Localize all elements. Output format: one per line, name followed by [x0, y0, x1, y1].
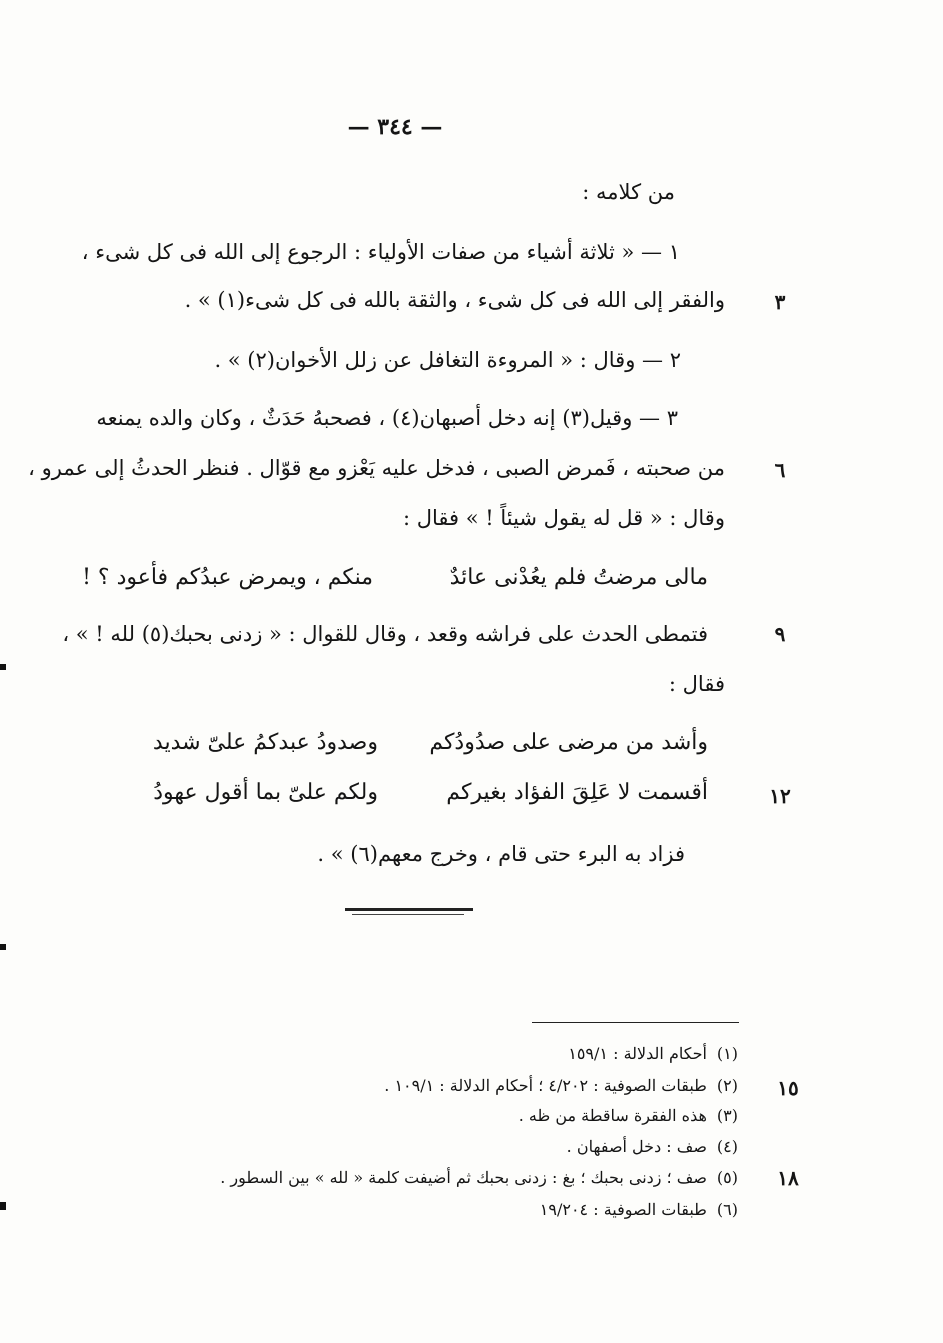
footnote-number: (٤): [716, 1137, 738, 1156]
section-separator-thin: [352, 914, 464, 915]
footnote-number: (٢): [716, 1076, 738, 1095]
footnote-text: طبقات الصوفية : ٤/٢٠٢ ؛ أحكام الدلالة : ١٠٩/١ .: [384, 1076, 707, 1095]
line-number: ١٨: [777, 1166, 799, 1190]
section-separator: [345, 908, 473, 911]
footnote-number: (٥): [716, 1168, 738, 1187]
verse-1-first-hemistich: مالى مرضتُ فلم يعُدْنى عائدٌ: [449, 565, 708, 590]
body-line-8: فقال :: [668, 672, 725, 696]
scan-edge-mark: [0, 944, 6, 950]
verse-1-second-hemistich: منكم ، ويمرض عبدُكم فأعود ؟ !: [82, 565, 373, 590]
footnote-3: [519, 1106, 738, 1125]
verse-2-second-hemistich: وصدودُ عبدكمُ علىّ شديد: [152, 730, 378, 755]
footnote-number: (٣): [716, 1106, 738, 1125]
line-number: ٩: [774, 622, 786, 646]
line-number: ٣: [774, 290, 786, 314]
verse-3-first-hemistich: أقسمت لا عَلِقَ الفؤاد بغيركم: [446, 780, 708, 805]
body-line-5: من صحبته ، فَمرض الصبى ، فدخل عليه يَعْزو مع قوّال . فنظر الحدثُ إلى عمرو ،: [28, 456, 725, 480]
footnote-number: (١): [716, 1044, 738, 1063]
verse-3-second-hemistich: ولكم علىّ بما أقول عهودُ: [153, 780, 378, 805]
footnote-text: هذه الفقرة ساقطة من ظه .: [518, 1106, 707, 1125]
footnote-5: [220, 1168, 738, 1187]
body-line-9: فزاد به البرء حتى قام ، وخرج معهم(٦) » .: [317, 842, 685, 866]
body-line-3: ٢ — وقال : « المروءة التغافل عن زلل الأخوان(٢) » .: [214, 348, 681, 372]
page-number: — ٣٤٤ —: [347, 114, 443, 140]
scan-edge-mark: [0, 1202, 6, 1210]
verse-2-first-hemistich: وأشد من مرضى على صدُودُكم: [429, 730, 708, 755]
body-line-2: والفقر إلى الله فى كل شىء ، والثقة بالله فى كل شىء(١) » .: [184, 288, 725, 312]
footnote-2: [384, 1076, 738, 1095]
body-line-7: فتمطى الحدث على فراشه وقعد ، وقال للقوال : « زدنى بحبك(٥) لله ! » ،: [62, 622, 708, 646]
body-line-6: وقال : « قل له يقول شيئاً ! » فقال :: [402, 506, 725, 530]
line-number: ٦: [774, 458, 786, 482]
body-line-1: ١ — « ثلاثة أشياء من صفات الأولياء : الرجوع إلى الله فى كل شىء ،: [81, 240, 680, 264]
scan-edge-mark: [0, 664, 6, 670]
section-heading: من كلامه :: [582, 180, 675, 204]
footnote-number: (٦): [716, 1200, 738, 1219]
footnote-6: [540, 1200, 738, 1219]
footnote-text: صف ؛ زدنى بحبك ؛ بغ : زدنى بحبك ثم أضيفت كلمة « لله » بين السطور .: [220, 1168, 707, 1187]
line-number: ١٢: [769, 784, 791, 808]
footnote-text: أحكام الدلالة : ١٥٩/١: [568, 1044, 707, 1063]
footnote-4: [567, 1137, 738, 1156]
line-number: ١٥: [777, 1076, 799, 1100]
footnote-text: صف : دخل أصفهان .: [566, 1137, 707, 1156]
footnote-1: [568, 1044, 738, 1063]
footnote-text: طبقات الصوفية : ١٩/٢٠٤: [539, 1200, 707, 1219]
body-line-4: ٣ — وقيل(٣) إنه دخل أصبهان(٤) ، فصحبهُ حَدَثٌ ، وكان والده يمنعه: [96, 406, 678, 430]
footnote-rule: [532, 1022, 739, 1023]
